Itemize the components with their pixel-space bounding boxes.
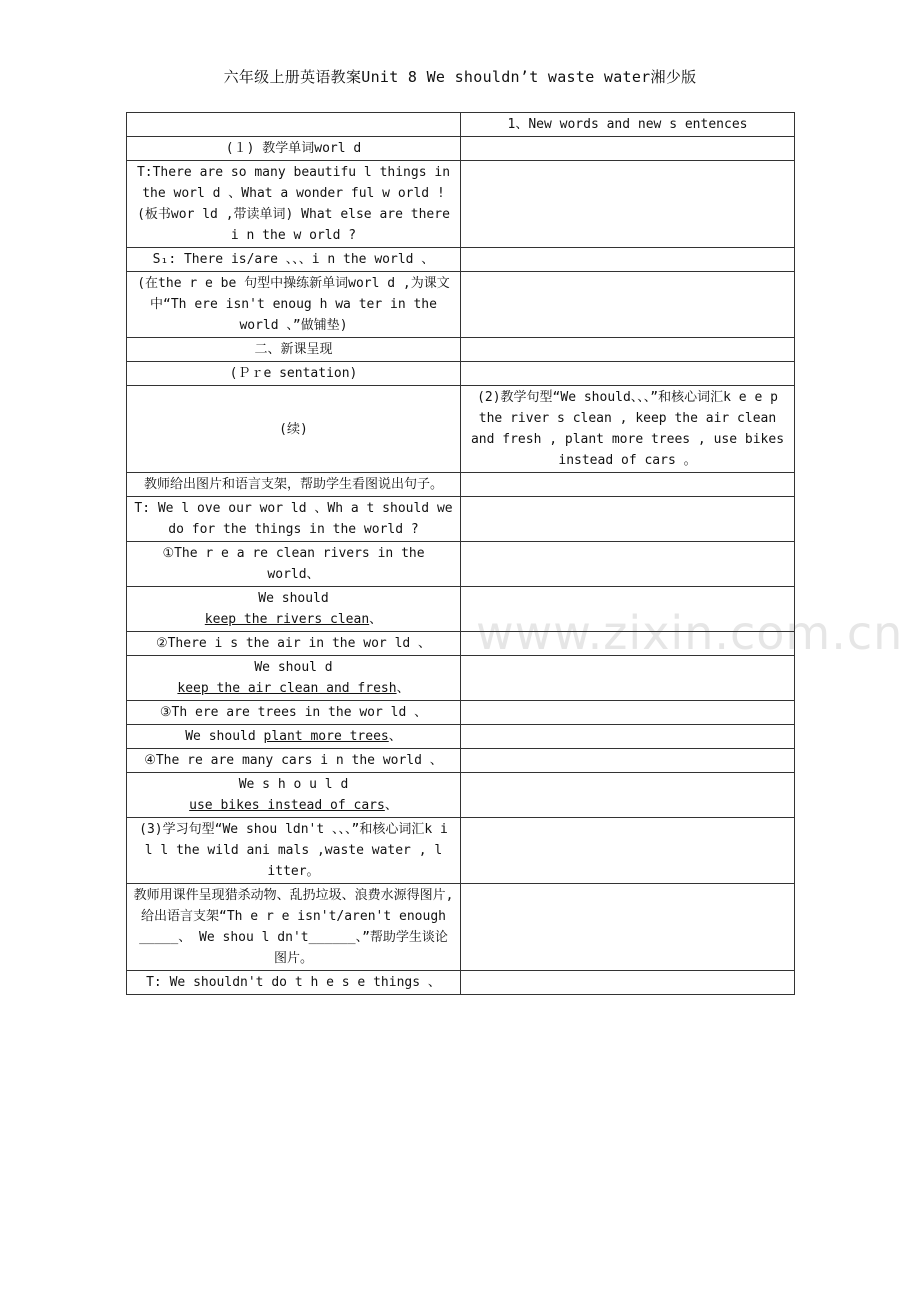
right-cell (461, 338, 795, 362)
right-cell (461, 971, 795, 995)
left-cell: (在the r e be 句型中操练新单词worl d ,为课文中“Th ere isn't enoug h wa ter in the world 、”做铺垫) (127, 272, 461, 338)
right-cell (461, 542, 795, 587)
right-cell (461, 701, 795, 725)
right-cell (461, 818, 795, 884)
sentence-end: 、 (369, 612, 383, 627)
lesson-plan-table (126, 112, 795, 995)
table-row (127, 749, 795, 773)
left-cell (127, 773, 461, 818)
left-cell: 二、新课呈现 (127, 338, 461, 362)
table-row (127, 113, 795, 137)
left-cell: ②There i s the air in the wor ld 、 (127, 632, 461, 656)
left-cell: S₁: There is/are 、、、i n the world 、 (127, 248, 461, 272)
left-cell (127, 113, 461, 137)
right-cell (461, 773, 795, 818)
right-cell (461, 656, 795, 701)
left-cell: (Ｐｒe sentation) (127, 362, 461, 386)
right-cell (461, 749, 795, 773)
table-row (127, 473, 795, 497)
right-cell (461, 137, 795, 161)
sentence-end: 、 (388, 729, 402, 744)
answer-blank: keep the rivers clean (204, 612, 370, 627)
table-row (127, 773, 795, 818)
right-cell (461, 473, 795, 497)
table-row (127, 542, 795, 587)
left-cell (127, 656, 461, 701)
right-cell (461, 362, 795, 386)
table-row (127, 272, 795, 338)
table-row (127, 725, 795, 749)
sentence-end: 、 (384, 798, 398, 813)
left-cell: T: We shouldn't do t h e s e things 、 (127, 971, 461, 995)
answer-blank: plant more trees (263, 729, 389, 744)
table-row (127, 884, 795, 971)
left-cell: (3)学习句型“We shou ldn't 、、、”和核心词汇k i l l the wild ani mals ,waste water , l itter。 (127, 818, 461, 884)
sentence-lead: We s h o u l d (238, 777, 349, 792)
left-cell (127, 587, 461, 632)
right-cell (461, 884, 795, 971)
left-cell: (续) (127, 386, 461, 473)
table-row (127, 137, 795, 161)
table-row (127, 656, 795, 701)
right-cell (461, 632, 795, 656)
answer-blank: keep the air clean and fresh (177, 681, 397, 696)
left-cell: ①The r e a re clean rivers in the world、 (127, 542, 461, 587)
table-row (127, 248, 795, 272)
answer-blank: use bikes instead of cars (189, 798, 385, 813)
left-cell: ④The re are many cars i n the world 、 (127, 749, 461, 773)
sentence-end: 、 (396, 681, 410, 696)
left-cell: (１) 教学单词worl d (127, 137, 461, 161)
table-row (127, 497, 795, 542)
table-row (127, 161, 795, 248)
left-cell: T: We l ove our wor ld 、Wh a t should we do for the things in the world ? (127, 497, 461, 542)
left-cell: 教师用课件呈现猎杀动物、乱扔垃圾、浪费水源得图片, 给出语言支架“Th e r e isn't/aren't enough _____、 We shou l dn't______、”帮助学生谈论图片。 (127, 884, 461, 971)
watermark: www.zixin.com.cn (476, 606, 904, 660)
right-cell (461, 497, 795, 542)
right-cell (461, 725, 795, 749)
table-row (127, 362, 795, 386)
table-row (127, 632, 795, 656)
sentence-lead: We should (185, 729, 264, 744)
right-cell: 1、New words and new s entences (461, 113, 795, 137)
table-row (127, 971, 795, 995)
left-cell: T:There are so many beautifu l things in the worl d 、What a wonder ful w orld !(板书wor ld ,带读单词) What else are there i n the w orld ? (127, 161, 461, 248)
table-row (127, 338, 795, 362)
table-row (127, 701, 795, 725)
page-title: 六年级上册英语教案Unit 8 We shouldn’t waste water湘少版 (223, 68, 697, 86)
table-row (127, 587, 795, 632)
left-cell: ③Th ere are trees in the wor ld 、 (127, 701, 461, 725)
table-row (127, 818, 795, 884)
right-cell (461, 272, 795, 338)
left-cell (127, 725, 461, 749)
right-cell (461, 587, 795, 632)
right-cell: (2)教学句型“We should、、、”和核心词汇k e e p the river s clean , keep the air clean and fresh , plant more trees , use bikes instead of cars 。 (461, 386, 795, 473)
sentence-lead: We shoul d (254, 660, 333, 675)
right-cell (461, 161, 795, 248)
sentence-lead: We should (258, 591, 329, 606)
right-cell (461, 248, 795, 272)
left-cell: 教师给出图片和语言支架，帮助学生看图说出句子。 (127, 473, 461, 497)
table-row (127, 386, 795, 473)
